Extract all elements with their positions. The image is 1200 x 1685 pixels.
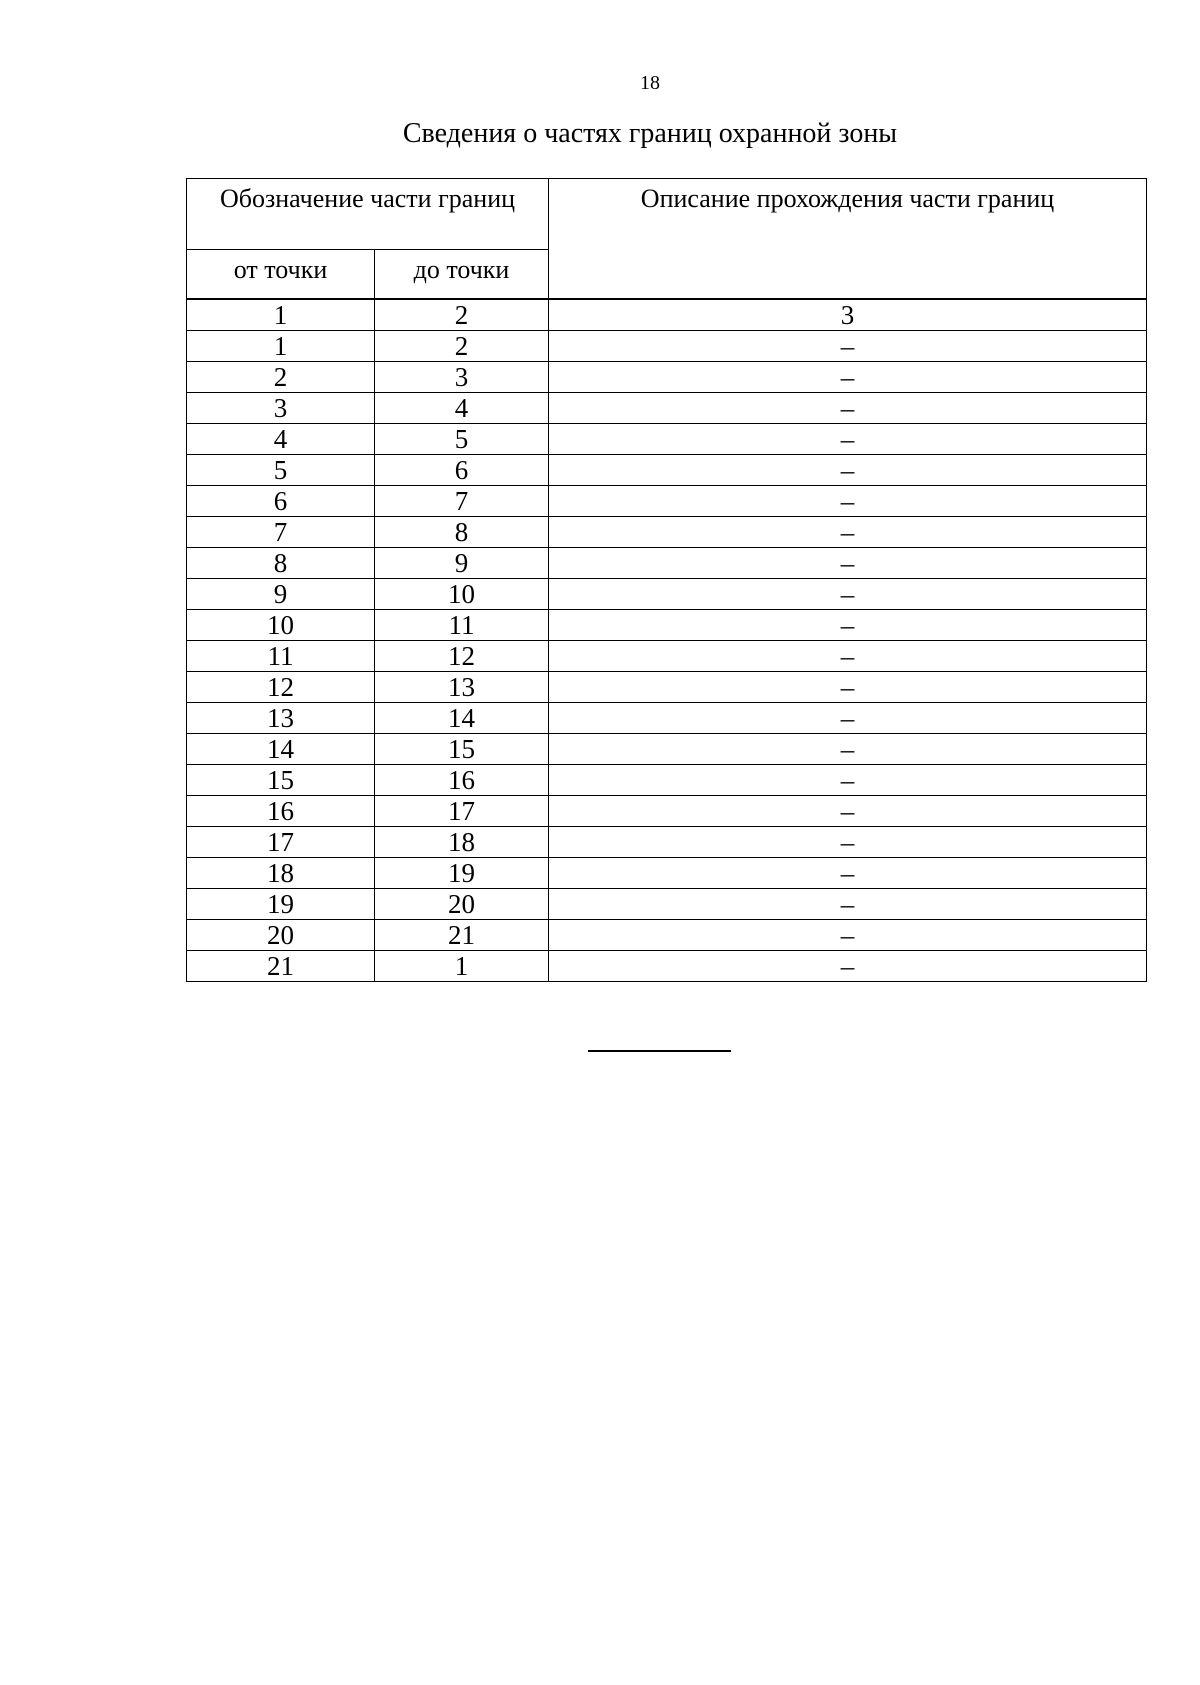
cell-to-point: 5 — [375, 424, 549, 455]
table-row — [187, 858, 1147, 889]
table-row — [187, 889, 1147, 920]
cell-from-point: 7 — [187, 517, 375, 548]
cell-from-point: 12 — [187, 672, 375, 703]
cell-description: – — [549, 362, 1147, 393]
table-row — [187, 641, 1147, 672]
cell-to-point: 21 — [375, 920, 549, 951]
cell-to-point: 10 — [375, 579, 549, 610]
cell-description: – — [549, 734, 1147, 765]
table-row — [187, 362, 1147, 393]
cell-description: – — [549, 765, 1147, 796]
table-row — [187, 486, 1147, 517]
cell-from-point: 5 — [187, 455, 375, 486]
table-row — [187, 455, 1147, 486]
page-number: 18 — [640, 72, 660, 94]
cell-to-point: 1 — [375, 951, 549, 982]
cell-from-point: 11 — [187, 641, 375, 672]
cell-description: – — [549, 393, 1147, 424]
cell-to-point: 12 — [375, 641, 549, 672]
cell-description: – — [549, 331, 1147, 362]
table-row — [187, 610, 1147, 641]
cell-to-point: 14 — [375, 703, 549, 734]
cell-description: – — [549, 579, 1147, 610]
cell-from-point: 16 — [187, 796, 375, 827]
table-row — [187, 920, 1147, 951]
header-from-point: от точки — [187, 250, 375, 299]
cell-description: – — [549, 641, 1147, 672]
cell-description: – — [549, 703, 1147, 734]
cell-to-point: 4 — [375, 393, 549, 424]
column-number-2: 2 — [375, 300, 549, 331]
cell-from-point: 15 — [187, 765, 375, 796]
table-row — [187, 796, 1147, 827]
table-row — [187, 672, 1147, 703]
table-row — [187, 734, 1147, 765]
cell-to-point: 6 — [375, 455, 549, 486]
cell-description: – — [549, 827, 1147, 858]
cell-from-point: 14 — [187, 734, 375, 765]
cell-from-point: 13 — [187, 703, 375, 734]
cell-from-point: 6 — [187, 486, 375, 517]
cell-to-point: 19 — [375, 858, 549, 889]
cell-description: – — [549, 424, 1147, 455]
cell-description: – — [549, 951, 1147, 982]
cell-to-point: 18 — [375, 827, 549, 858]
table-row — [187, 765, 1147, 796]
cell-to-point: 15 — [375, 734, 549, 765]
header-boundary-description: Описание прохождения части границ — [549, 179, 1147, 299]
cell-description: – — [549, 672, 1147, 703]
cell-description: – — [549, 517, 1147, 548]
cell-description: – — [549, 610, 1147, 641]
table-row — [187, 548, 1147, 579]
table-row — [187, 827, 1147, 858]
cell-from-point: 4 — [187, 424, 375, 455]
cell-description: – — [549, 858, 1147, 889]
cell-from-point: 2 — [187, 362, 375, 393]
cell-to-point: 11 — [375, 610, 549, 641]
document-title: Сведения о частях границ охранной зоны — [402, 118, 898, 149]
cell-description: – — [549, 548, 1147, 579]
cell-to-point: 9 — [375, 548, 549, 579]
table-row — [187, 703, 1147, 734]
table-row — [187, 517, 1147, 548]
cell-from-point: 18 — [187, 858, 375, 889]
table-row — [187, 393, 1147, 424]
cell-from-point: 9 — [187, 579, 375, 610]
cell-to-point: 7 — [375, 486, 549, 517]
cell-to-point: 13 — [375, 672, 549, 703]
cell-from-point: 20 — [187, 920, 375, 951]
table-row — [187, 579, 1147, 610]
cell-to-point: 20 — [375, 889, 549, 920]
cell-to-point: 2 — [375, 331, 549, 362]
cell-to-point: 17 — [375, 796, 549, 827]
cell-description: – — [549, 889, 1147, 920]
header-boundary-part-designation: Обозначение части границ — [187, 179, 549, 250]
cell-from-point: 19 — [187, 889, 375, 920]
cell-from-point: 1 — [187, 331, 375, 362]
cell-to-point: 8 — [375, 517, 549, 548]
column-number-row — [187, 300, 1147, 331]
table-row — [187, 331, 1147, 362]
column-number-3: 3 — [549, 300, 1147, 331]
cell-from-point: 8 — [187, 548, 375, 579]
cell-description: – — [549, 486, 1147, 517]
cell-description: – — [549, 455, 1147, 486]
column-number-1: 1 — [187, 300, 375, 331]
cell-to-point: 3 — [375, 362, 549, 393]
header-to-point: до точки — [375, 250, 549, 299]
table-row — [187, 424, 1147, 455]
cell-description: – — [549, 920, 1147, 951]
cell-description: – — [549, 796, 1147, 827]
cell-from-point: 21 — [187, 951, 375, 982]
end-of-document-rule — [588, 1050, 731, 1052]
table-header — [186, 178, 1147, 299]
boundary-parts-table — [186, 299, 1147, 982]
cell-to-point: 16 — [375, 765, 549, 796]
table-row — [187, 951, 1147, 982]
cell-from-point: 3 — [187, 393, 375, 424]
cell-from-point: 17 — [187, 827, 375, 858]
cell-from-point: 10 — [187, 610, 375, 641]
